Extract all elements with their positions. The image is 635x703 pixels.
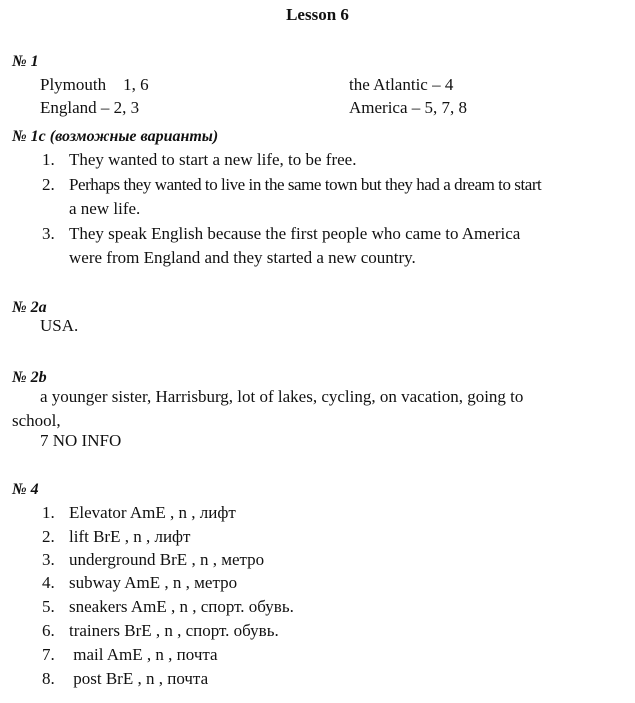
item-number: 6.: [42, 621, 55, 640]
item-text: Elevator AmE , n , лифт: [69, 503, 236, 522]
answer-left: England – 2, 3: [40, 98, 140, 117]
exercise-heading: № 2b: [12, 369, 47, 386]
item-text: They speak English because the first people who came to America: [69, 224, 521, 243]
item-text: mail AmE , n , почта: [69, 645, 218, 664]
answer-text: a younger sister, Harrisburg, lot of lakes, cycling, on vacation, going to: [40, 387, 524, 406]
item-text: subway AmE , n , метро: [69, 573, 238, 592]
exercise-heading: № 1c (возможные варианты): [12, 128, 219, 145]
item-number: 4.: [42, 573, 55, 592]
page-title: Lesson 6: [286, 5, 349, 24]
item-number: 2.: [42, 175, 55, 194]
item-text: lift BrE , n , лифт: [69, 527, 191, 546]
item-text-continued: were from England and they started a new country.: [69, 248, 416, 267]
item-number: 1.: [42, 150, 55, 169]
item-text: underground BrE , n , метро: [69, 550, 265, 569]
answer-text-continued: school,: [12, 411, 61, 430]
item-number: 1.: [42, 503, 55, 522]
item-text: They wanted to start a new life, to be free.: [69, 150, 357, 169]
item-text-continued: a new life.: [69, 199, 141, 218]
item-number: 3.: [42, 550, 55, 569]
answer-text: 7 NO INFO: [40, 431, 122, 450]
item-number: 5.: [42, 597, 55, 616]
item-text: trainers BrE , n , спорт. обувь.: [69, 621, 279, 640]
exercise-heading: № 4: [12, 481, 39, 498]
item-number: 8.: [42, 669, 55, 688]
item-number: 3.: [42, 224, 55, 243]
item-number: 7.: [42, 645, 55, 664]
answer-right: America – 5, 7, 8: [349, 98, 468, 117]
exercise-heading: № 1: [12, 53, 39, 70]
answer-right: the Atlantic – 4: [349, 75, 454, 94]
answer-left: Plymouth 1, 6: [40, 75, 149, 94]
item-number: 2.: [42, 527, 55, 546]
answer-text: USA.: [40, 316, 79, 335]
item-text: post BrE , n , почта: [69, 669, 209, 688]
exercise-heading: № 2a: [12, 299, 47, 316]
item-text: sneakers AmE , n , спорт. обувь.: [69, 597, 294, 616]
item-text: Perhaps they wanted to live in the same town but they had a dream to start: [69, 175, 542, 194]
